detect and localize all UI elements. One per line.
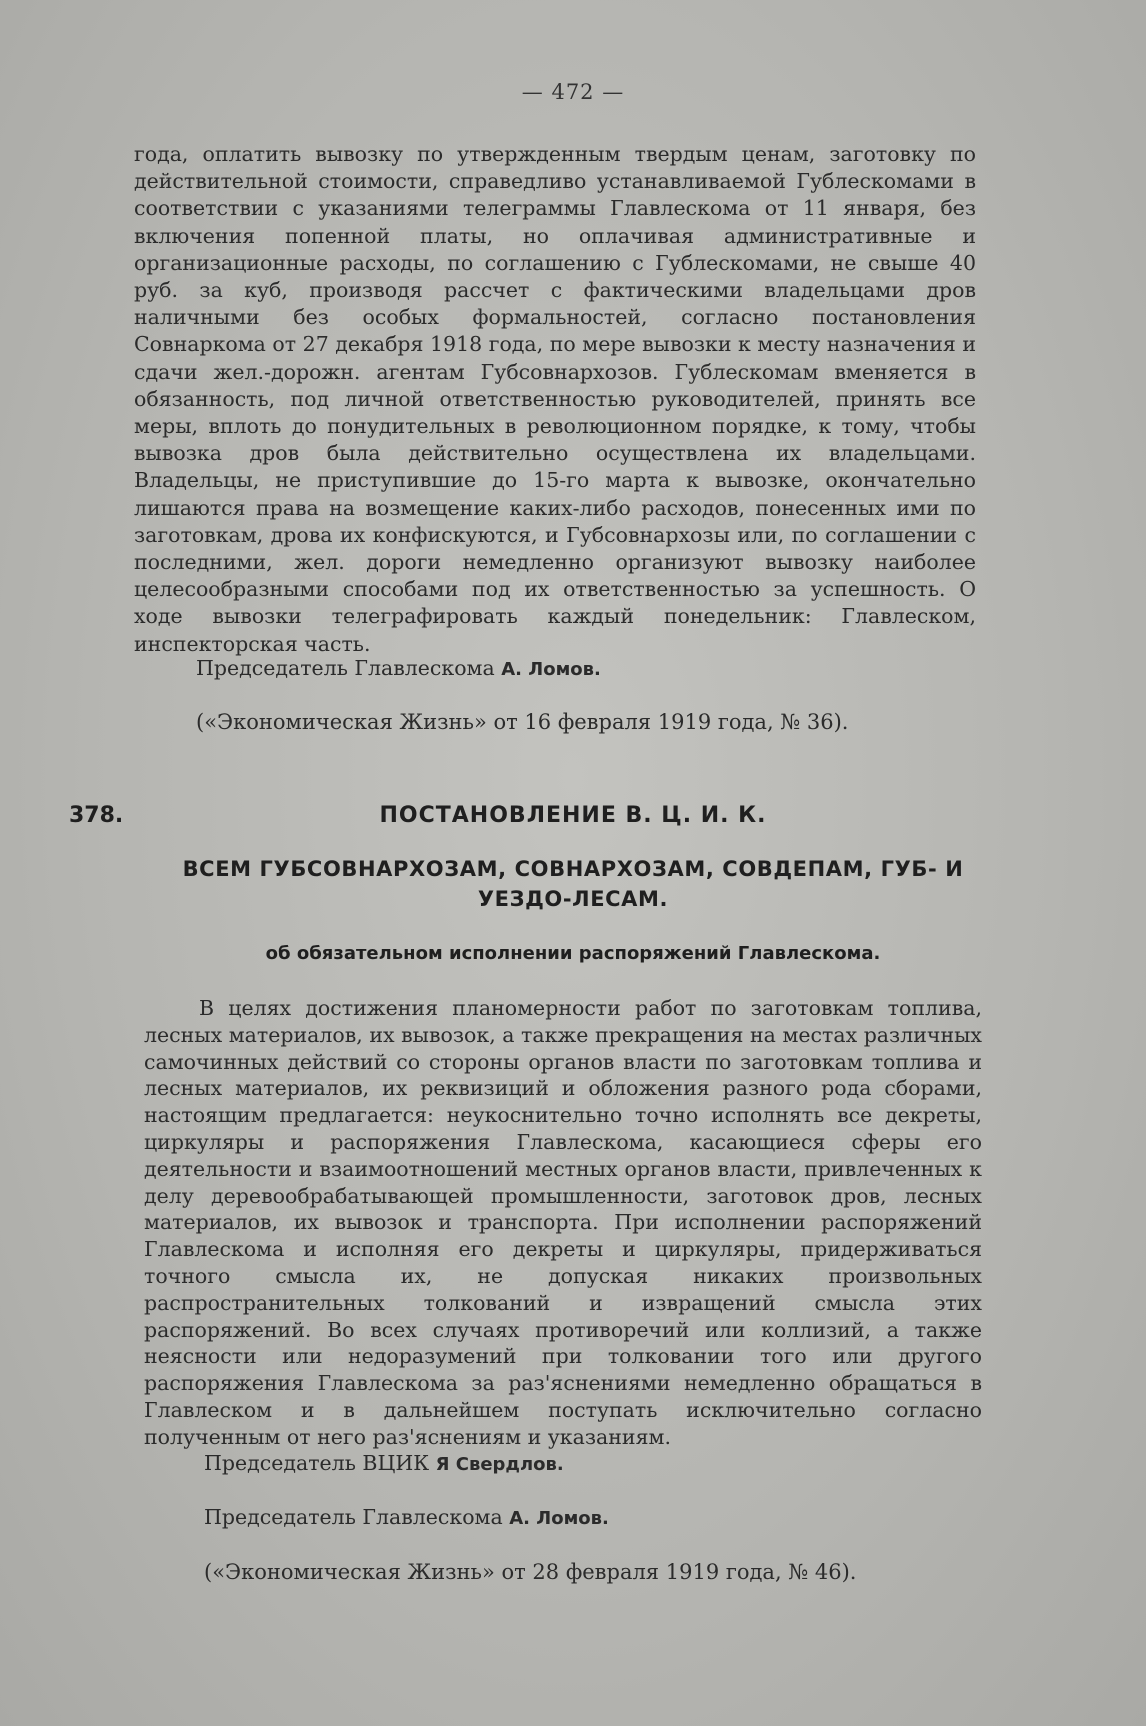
continuation-source: («Экономическая Жизнь» от 16 февраля 1919 года, № 36). <box>196 710 849 734</box>
document-body <box>144 995 982 1451</box>
continuation-text: года, оплатить вывозку по утвержденным твердым ценам, заготовку по действительной стоимости, справедливо устанавливаемой Гублескомами в соответствии с указаниями телеграммы Главлескома от 11 января, без включения попенной платы, но оплачивая административные и организационные расходы, по соглашению с Гублескомами, не свыше 40 руб. за куб, производя рассчет с фактическими владельцами дров наличными без особых формальностей, согласно постановления Совнаркома от 27 декабря 1918 года, по мере вывозки к месту назначения и сдачи жел.-дорожн. агентам Губсовнархозов. Гублескомам вменяется в обязанность, под личной ответственностью руководителей, принять все меры, вплоть до понудительных в революционном порядке, к тому, чтобы вывозка дров была действительно осуществлена их владельцами. Владельцы, не приступившие до 15-го марта к вывозке, окончательно лишаются права на возмещение каких-либо расходов, понесенных ими по заготовкам, дрова их конфискуются, и Губсовнархозы или, по соглашении с последними, жел. дороги немедленно организуют вывозку наиболее целесообразными способами под их ответственностью за успешность. О ходе вывозки телеграфировать каждый понедельник: Главлеском, инспекторская часть. <box>134 142 976 656</box>
signature-vcik <box>204 1451 564 1475</box>
document-number: 378. <box>69 803 124 828</box>
document-source: («Экономическая Жизнь» от 28 февраля 1919 года, № 46). <box>204 1560 857 1584</box>
signature-glavleskom-name: А. Ломов. <box>509 1508 609 1529</box>
signature-glavleskom-label: Председатель Главлескома <box>204 1505 503 1529</box>
document-body-text: В целях достижения планомерности работ по заготовкам топлива, лесных материалов, их вывозок, а также прекращения на местах различных самочинных действий со стороны органов власти по заготовкам топлива и лесных материалов, их реквизиций и обложения разного рода сборами, настоящим предлагается: неукоснительно точно исполнять все декреты, циркуляры и распоряжения Главлескома, касающиеся сферы его деятельности и взаимоотношений местных органов власти, привлеченных к делу деревообрабатывающей промышленности, заготовок дров, лесных материалов, их вывозок и транспорта. При исполнении распоряжений Главлескома и исполняя его декреты и циркуляры, придерживаться точного смысла их, не допуская никаких произвольных распространительных толкований и извращений смысла этих распоряжений. Во всех случаях противоречий или коллизий, а также неясности или недоразумений при толковании того или другого распоряжения Главлескома за раз'яснениями немедленно обращаться в Главлеском и в дальнейшем поступать исключительно согласно полученным от него раз'яснениям и указаниям. <box>144 996 982 1449</box>
continuation-paragraph <box>134 141 976 658</box>
document-subheading: об обязательном исполнении распоряжений Главлескома. <box>265 943 881 964</box>
signature-glavleskom <box>204 1505 609 1529</box>
signature-label: Председатель Главлескома <box>196 656 495 680</box>
signature-vcik-label: Председатель ВЦИК <box>204 1451 430 1475</box>
signature-vcik-name: Я Свердлов. <box>435 1454 564 1475</box>
page-number: — 472 — <box>521 80 625 104</box>
document-heading: ВСЕМ ГУБСОВНАРХОЗАМ, СОВНАРХОЗАМ, СОВДЕПАМ, ГУБ- И УЕЗДО-ЛЕСАМ. <box>182 857 964 911</box>
document-title: ПОСТАНОВЛЕНИЕ В. Ц. И. К. <box>379 803 767 828</box>
signature-name: А. Ломов. <box>501 659 601 680</box>
continuation-signature <box>196 656 601 680</box>
